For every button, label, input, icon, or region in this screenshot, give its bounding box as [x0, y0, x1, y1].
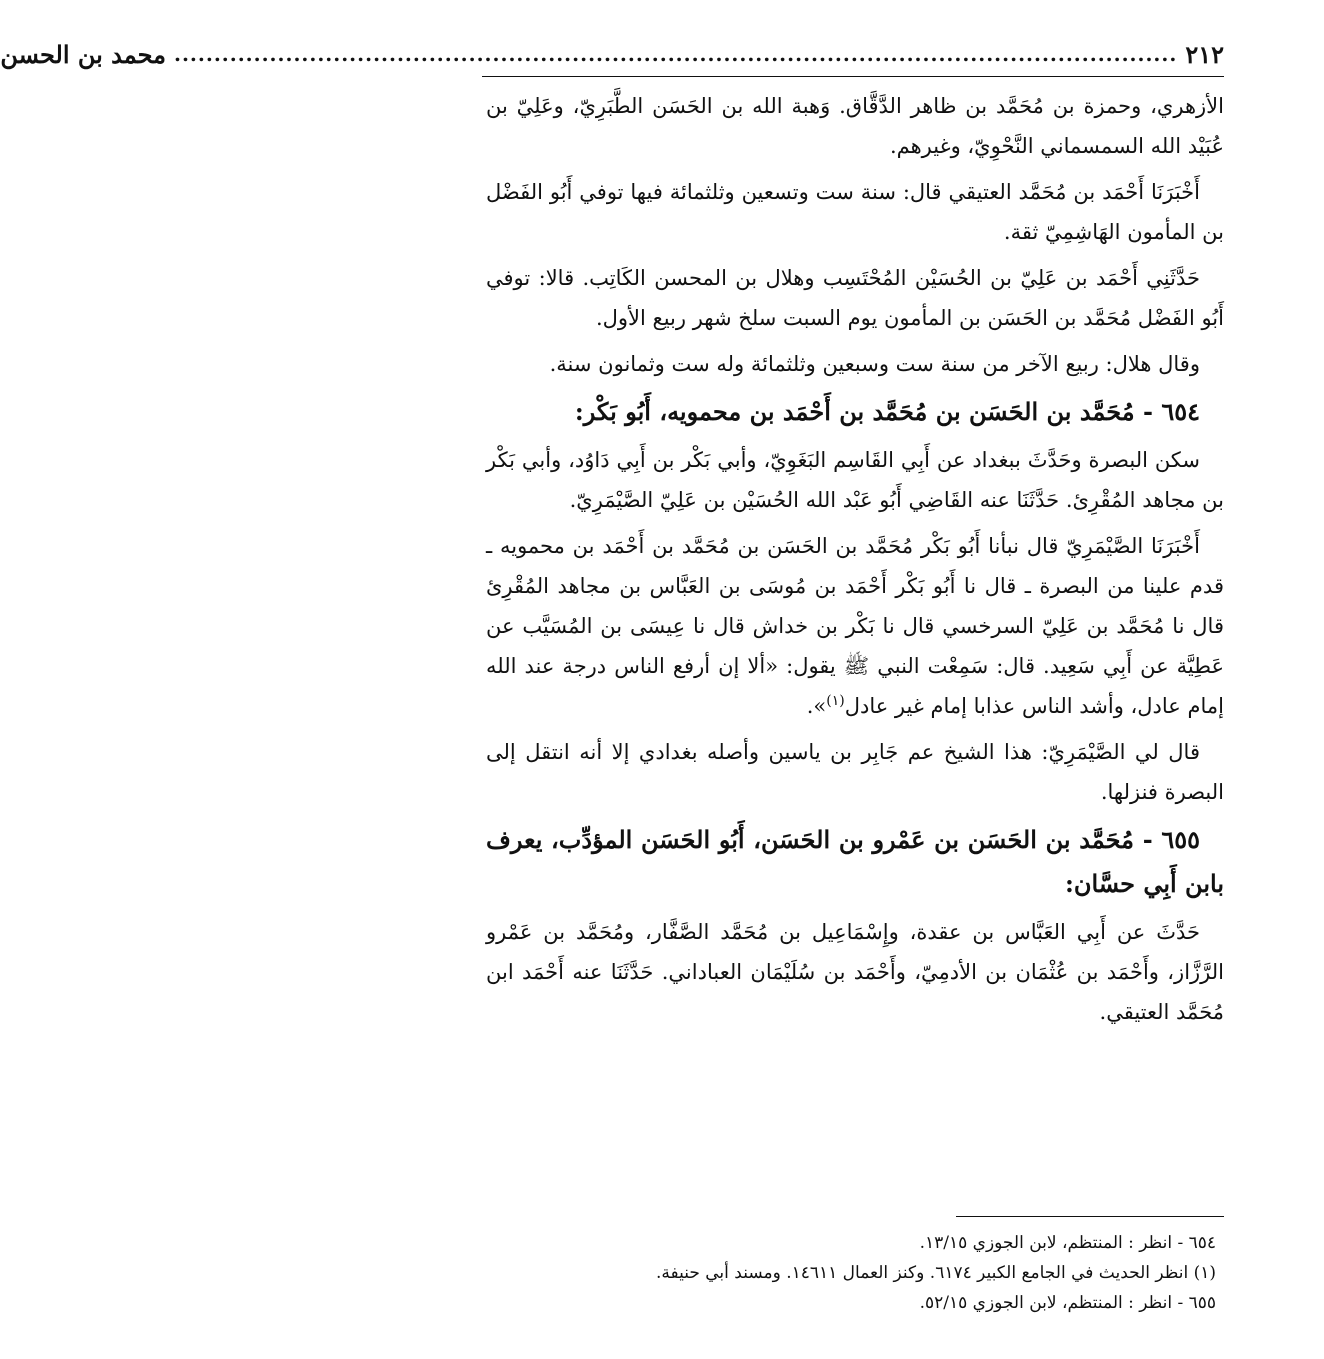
header-rule — [482, 76, 1224, 77]
footnotes — [486, 1228, 1224, 1318]
paragraph: حَدَّثَ عن أَبِي العَبَّاس بن عقدة، وإِسْمَاعِيل بن مُحَمَّد الصَّفَّار، ومُحَمَّد بن عَمْرو الرَّزَّاز، وأَحْمَد بن عُثْمَان بن الأدمِيّ، وأَحْمَد بن سُلَيْمَان العباداني. حَدَّثَنَا عنه أَحْمَد ابن مُحَمَّد العتيقي. — [486, 920, 1224, 1024]
footnote-separator — [956, 1216, 1224, 1217]
hadith-text: أَخْبَرَنَا الصَّيْمَرِيّ قال نبأنا أَبُو بَكْر مُحَمَّد بن الحَسَن بن مُحَمَّد بن أَحْمَد بن محمويه ـ قدم علينا من البصرة ـ قال نا أَبُو بَكْر أَحْمَد بن مُوسَى بن العَبَّاس بن مجاهد المُقْرِئ قال نا مُحَمَّد بن عَلِيّ السرخسي قال نا بَكْر بن خداش قال نا عِيسَى بن المُسَيَّب عن عَطِيَّة عن أَبِي سَعِيد. قال: سَمِعْت النبي ﷺ يقول: «ألا إن أرفع الناس درجة عند الله إمام عادل، وأشد الناس عذابا إمام غير عادل — [486, 534, 1224, 718]
paragraph: أَخْبَرَنَا أَحْمَد بن مُحَمَّد العتيقي قال: سنة ست وتسعين وثلثمائة فيها توفي أَبُو الفَضْل بن المأمون الهَاشِمِيّ ثقة. — [486, 180, 1224, 244]
paragraph: وقال هلال: ربيع الآخر من سنة ست وسبعين وثلثمائة وله ست وثمانون سنة. — [549, 352, 1200, 376]
footnote: ٦٥٤ - انظر : المنتظم، لابن الجوزي ١٣/١٥. — [919, 1233, 1216, 1253]
page-number: ٢١٢ — [1185, 39, 1224, 69]
entry-heading-655: ٦٥٥ - مُحَمَّد بن الحَسَن بن عَمْرو بن الحَسَن، أَبُو الحَسَن المؤدِّب، يعرف بابن أَبِي حسَّان: — [486, 825, 1224, 898]
quote-close: ». — [806, 694, 827, 718]
paragraph: الأزهري، وحمزة بن مُحَمَّد بن ظاهر الدَّقَّاق. وَهبة الله بن الحَسَن الطَّبَرِيّ، وعَلِيّ بن عُبَيْد الله السمسماني النَّحْوِيّ، وغيرهم. — [486, 94, 1224, 158]
footnote-marker[interactable]: (١) — [826, 693, 845, 709]
header-dot-leader: .............................................................................................................................. — [174, 42, 1178, 66]
footnote: (١) انظر الحديث في الجامع الكبير ٦١٧٤. وكنز العمال ١٤٦١١. ومسند أبي حنيفة. — [655, 1263, 1216, 1283]
running-title: محمد بن الحسن — [0, 39, 166, 69]
entry-heading-654: ٦٥٤ - مُحَمَّد بن الحَسَن بن مُحَمَّد بن أَحْمَد بن محمويه، أَبُو بَكْر: — [574, 397, 1200, 426]
paragraph: قال لي الصَّيْمَرِيّ: هذا الشيخ عم جَابِر بن ياسين وأصله بغدادي إلا أنه انتقل إلى البصرة فنزلها. — [486, 740, 1224, 804]
paragraph: حَدَّثَنِي أَحْمَد بن عَلِيّ بن الحُسَيْن المُحْتَسِب وهلال بن المحسن الكَاتِب. قالا: توفي أَبُو الفَضْل مُحَمَّد بن الحَسَن بن المأمون يوم السبت سلخ شهر ربيع الأول. — [486, 266, 1224, 330]
page-header — [0, 34, 1224, 74]
paragraph: سكن البصرة وحَدَّثَ ببغداد عن أَبِي القَاسِم البَغَوِيّ، وأبي بَكْر بن أَبِي دَاوُد، وأبي بَكْر بن مجاهد المُقْرِئ. حَدَّثَنَا عنه القَاضِي أَبُو عَبْد الله الحُسَيْن بن عَلِيّ الصَّيْمَرِيّ. — [486, 448, 1224, 512]
footnote: ٦٥٥ - انظر : المنتظم، لابن الجوزي ٥٢/١٥. — [919, 1293, 1216, 1313]
main-text — [486, 86, 1224, 1038]
hadith-paragraph — [486, 526, 1224, 726]
